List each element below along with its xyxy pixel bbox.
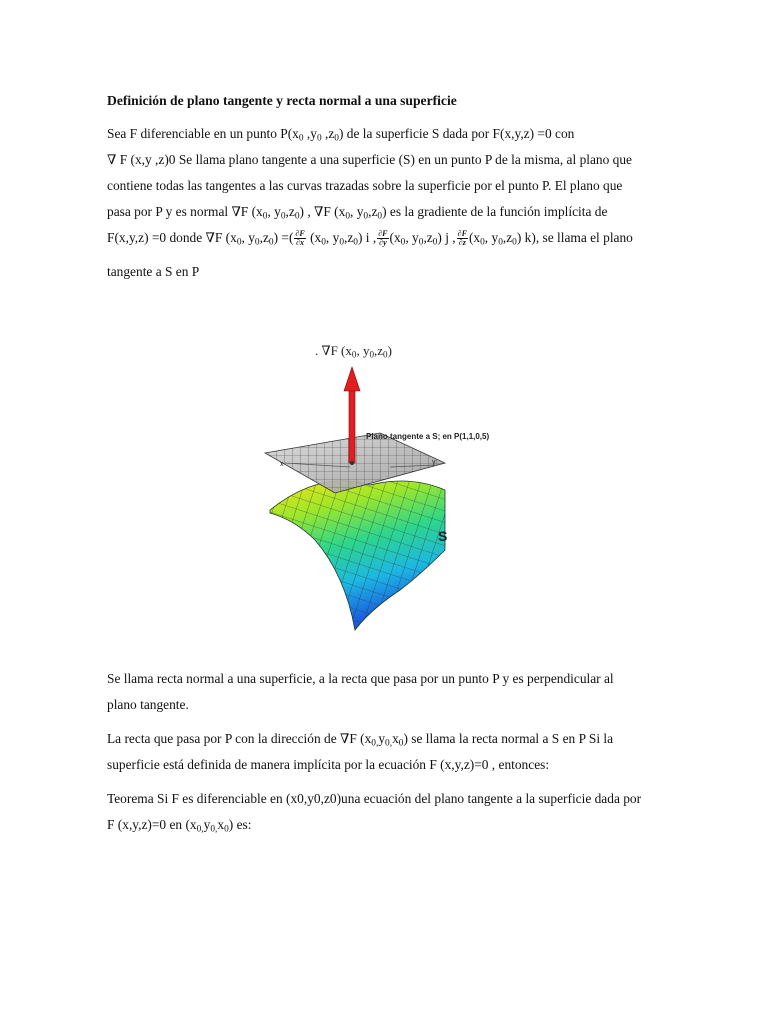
tangent-plane-figure bbox=[260, 335, 510, 635]
subscript: 0 bbox=[398, 738, 404, 749]
text-run: ) es: bbox=[228, 817, 252, 832]
para1-line6: tangente a S en P bbox=[107, 264, 200, 279]
text-run: x bbox=[392, 731, 399, 746]
subscript: 0 bbox=[345, 211, 351, 222]
fraction-denominator: ∂y bbox=[379, 238, 387, 248]
text-run: ) k), se llama el plano bbox=[516, 230, 633, 245]
fraction-numerator: ∂F bbox=[378, 229, 388, 239]
text-run: , y bbox=[405, 230, 419, 245]
text-run: , y bbox=[325, 230, 340, 245]
text-run: , y bbox=[484, 230, 499, 245]
surface-label: S bbox=[438, 528, 448, 544]
subscript: 0 bbox=[363, 211, 369, 222]
para4-line2 bbox=[107, 817, 251, 833]
text-run: ,z bbox=[502, 230, 513, 245]
text-run: F (x,y,z)=0 en (x bbox=[107, 817, 197, 832]
text-run: . ∇F (x bbox=[315, 343, 352, 358]
fraction-denominator: ∂x bbox=[296, 238, 305, 248]
subscript: 0 bbox=[254, 237, 260, 248]
text-run: y bbox=[203, 817, 211, 832]
para3-line1 bbox=[107, 731, 613, 747]
surface-illustration bbox=[260, 335, 510, 635]
para1-line1 bbox=[107, 126, 574, 142]
page-title: Definición de plano tangente y recta normal a una superficie bbox=[107, 93, 457, 108]
text-run: ,y bbox=[303, 126, 317, 141]
partial-fraction-z bbox=[457, 230, 468, 247]
text-run: ,z bbox=[344, 230, 354, 245]
subscript: 0 bbox=[512, 237, 517, 248]
text-run: ) es la gradiente de la función implícita de bbox=[382, 204, 608, 219]
subscript: 0 bbox=[383, 349, 388, 360]
text-run: (x bbox=[468, 230, 481, 245]
para2-line1: Se llama recta normal a una superficie, a la recta que pasa por un punto P y es perpendicular al bbox=[107, 671, 614, 686]
para1-line4 bbox=[107, 204, 607, 220]
para3-line2: superficie está definida de manera implícita por la ecuación F (x,y,z)=0 , entonces: bbox=[107, 757, 550, 772]
para2-line2: plano tangente. bbox=[107, 697, 189, 712]
axis-y-label: y bbox=[432, 459, 436, 466]
fraction-numerator: ∂F bbox=[295, 229, 305, 239]
subscript: 0 bbox=[351, 349, 357, 360]
plane-label: Plano tangente a S; en P(1,1,0,5) bbox=[366, 432, 490, 441]
subscript: 0 bbox=[268, 237, 274, 248]
text-run: F(x,y,z) =0 donde ∇F (x bbox=[107, 230, 237, 245]
text-run: ) i , bbox=[357, 230, 377, 245]
text-run: Sea F diferenciable en un punto P(x bbox=[107, 126, 299, 141]
subscript: 0 bbox=[298, 133, 304, 144]
text-run: (x bbox=[389, 230, 401, 245]
text-run: ) j , bbox=[437, 230, 456, 245]
surface-s bbox=[270, 481, 448, 630]
subscript: 0, bbox=[385, 738, 393, 749]
text-run: ) bbox=[387, 343, 392, 358]
text-run: pasa por P y es normal ∇F (x bbox=[107, 204, 263, 219]
subscript: 0, bbox=[371, 738, 379, 749]
subscript: 0 bbox=[400, 237, 406, 248]
text-run: , y bbox=[350, 204, 364, 219]
subscript: 0 bbox=[353, 237, 358, 248]
subscript: 0 bbox=[432, 237, 438, 248]
subscript: 0 bbox=[262, 211, 268, 222]
fraction-numerator: ∂F bbox=[457, 229, 467, 239]
partial-fraction-y bbox=[377, 230, 388, 247]
para1-line5 bbox=[107, 230, 633, 247]
text-run: (x bbox=[306, 230, 322, 245]
text-run: ) de la superficie S dada por F(x,y,z) =0 con bbox=[338, 126, 575, 141]
subscript: 0 bbox=[498, 237, 503, 248]
text-run: x bbox=[217, 817, 225, 832]
subscript: 0 bbox=[294, 211, 300, 222]
text-run: , y bbox=[267, 204, 281, 219]
text-run: ,z bbox=[321, 126, 335, 141]
subscript: 0 bbox=[418, 237, 424, 248]
subscript: 0 bbox=[480, 237, 485, 248]
subscript: 0 bbox=[224, 824, 229, 835]
text-run: , y bbox=[241, 230, 255, 245]
subscript: 0 bbox=[369, 349, 374, 360]
text-run: La recta que pasa por P con la dirección de ∇F (x bbox=[107, 731, 372, 746]
para4-line1: Teorema Si F es diferenciable en (x0,y0,z0)una ecuación del plano tangente a la superficie dada por bbox=[107, 791, 642, 806]
partial-fraction-x bbox=[294, 230, 305, 247]
text-run: ) =( bbox=[273, 230, 294, 245]
text-run: ) , ∇F (x bbox=[299, 204, 346, 219]
fraction-denominator: ∂z bbox=[458, 238, 466, 248]
subscript: 0, bbox=[196, 824, 204, 835]
subscript: 0 bbox=[280, 211, 286, 222]
text-run: , y bbox=[356, 343, 370, 358]
axis-x-label: x bbox=[280, 461, 284, 468]
subscript: 0 bbox=[321, 237, 326, 248]
text-run: ) se llama la recta normal a S en P Si la bbox=[403, 731, 614, 746]
text-run: ,z bbox=[285, 204, 295, 219]
para1-line3: contiene todas las tangentes a las curvas trazadas sobre la superficie por el punto P. El plano que bbox=[107, 178, 623, 193]
text-run: ,z bbox=[259, 230, 269, 245]
subscript: 0 bbox=[377, 211, 383, 222]
text-run: ,z bbox=[423, 230, 433, 245]
subscript: 0, bbox=[210, 824, 218, 835]
text-run: ,z bbox=[373, 343, 384, 358]
text-run: y bbox=[378, 731, 386, 746]
para1-line2: ∇ F (x,y ,z)0 Se llama plano tangente a una superficie (S) en un punto P de la misma, al plano que bbox=[107, 152, 633, 167]
subscript: 0 bbox=[334, 133, 339, 144]
subscript: 0 bbox=[316, 133, 322, 144]
subscript: 0 bbox=[339, 237, 344, 248]
text-run: ,z bbox=[368, 204, 378, 219]
subscript: 0 bbox=[236, 237, 242, 248]
